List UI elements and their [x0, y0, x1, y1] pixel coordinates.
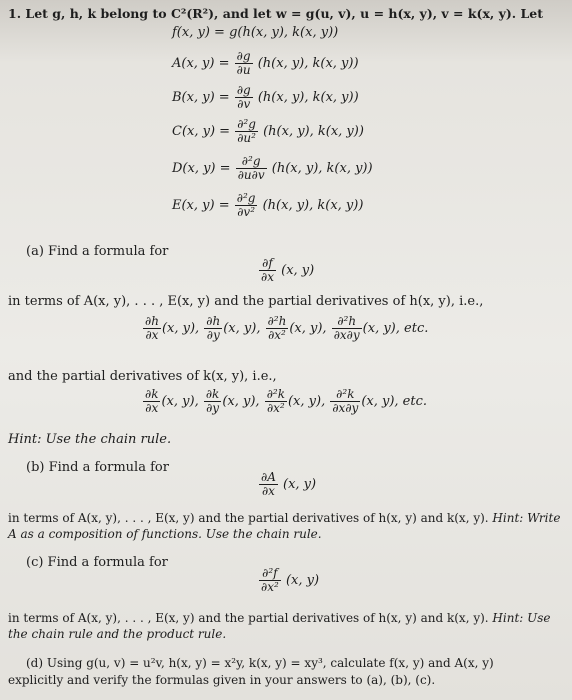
- part-c-target: [258, 567, 319, 594]
- partial-fraction: [235, 50, 253, 77]
- part-c-hint: the chain rule and the product rule.: [8, 627, 227, 641]
- definition-lhs: E(x, y) =: [172, 198, 230, 213]
- definition-rhs: g(h(x, y), k(x, y)): [229, 25, 339, 40]
- partial-fraction: [235, 84, 253, 111]
- k-partials: [142, 388, 427, 415]
- fraction-denominator: ∂x²: [266, 401, 285, 415]
- target-args: (x, y): [281, 263, 315, 278]
- definition-lhs: f(x, y) =: [172, 25, 225, 40]
- h-partial-item: [203, 315, 260, 342]
- h-partial-item: [265, 315, 327, 342]
- part-b-in-terms-text: in terms of A(x, y), . . . , E(x, y) and the partial derivatives of h(x, y) and k(x, y).: [8, 511, 489, 525]
- partial-args: (x, y), etc.: [361, 394, 427, 409]
- fraction-denominator: ∂v²: [237, 205, 255, 219]
- definition-rhs: (h(x, y), k(x, y)): [257, 90, 359, 105]
- partial-fraction: [259, 257, 276, 284]
- fraction-numerator: ∂²g: [235, 118, 258, 132]
- part-b-label: (b) Find a formula for: [26, 460, 169, 475]
- fraction-numerator: ∂²k: [266, 387, 285, 401]
- h-partial-item: [331, 315, 429, 342]
- target-args: (x, y): [283, 477, 317, 492]
- part-b-in-terms: [8, 511, 560, 526]
- fraction-denominator: ∂x∂y: [332, 401, 359, 415]
- k-partial-item: [142, 388, 199, 415]
- fraction-denominator: ∂u∂v: [237, 168, 265, 182]
- fraction-denominator: ∂x: [261, 484, 275, 498]
- part-a-in-terms: in terms of A(x, y), . . . , E(x, y) and the partial derivatives of h(x, y), i.e.,: [8, 294, 484, 309]
- definition-lhs: C(x, y) =: [172, 124, 231, 139]
- k-partial-item: [329, 388, 427, 415]
- definition-b: [172, 84, 359, 111]
- fraction-denominator: ∂y: [206, 328, 220, 342]
- part-d-line-1: (d) Using g(u, v) = u²v, h(x, y) = x²y, k(x, y) = xy³, calculate f(x, y) and A(x, y): [26, 656, 494, 670]
- definition-lhs: B(x, y) =: [172, 90, 230, 105]
- partial-fraction: [259, 471, 278, 498]
- partial-fraction: [259, 567, 281, 594]
- partial-args: (x, y),: [161, 321, 200, 336]
- definition-d: [172, 155, 373, 182]
- partial-fraction: [235, 118, 258, 145]
- part-b-target: [258, 471, 316, 498]
- part-c-in-terms: [8, 611, 551, 626]
- h-partials: [142, 315, 428, 342]
- part-a-hint: Hint: Use the chain rule.: [8, 432, 172, 447]
- partial-fraction: [235, 192, 258, 219]
- fraction-numerator: ∂²k: [330, 388, 360, 402]
- problem-intro: 1. Let g, h, k belong to C²(R²), and let w = g(u, v), u = h(x, y), v = k(x, y). Let: [8, 6, 544, 21]
- fraction-denominator: ∂x: [261, 270, 274, 284]
- fraction-numerator: ∂f: [259, 257, 276, 271]
- part-a-label: (a) Find a formula for: [26, 244, 169, 259]
- definition-rhs: (h(x, y), k(x, y)): [263, 124, 364, 139]
- part-b-hint-start: Hint: Write: [492, 511, 561, 525]
- fraction-numerator: ∂A: [261, 470, 276, 484]
- fraction-numerator: ∂²g: [236, 191, 256, 205]
- partial-args: (x, y),: [222, 394, 260, 409]
- part-c-in-terms-text: in terms of A(x, y), . . . , E(x, y) and the partial derivatives of h(x, y) and k(x, y).: [8, 611, 489, 625]
- fraction-numerator: ∂k: [145, 387, 159, 401]
- k-partial-item: [203, 388, 260, 415]
- k-partial-item: [264, 388, 326, 415]
- fraction-numerator: ∂g: [235, 50, 253, 64]
- definition-rhs: (h(x, y), k(x, y)): [257, 56, 359, 71]
- partial-args: (x, y),: [161, 394, 199, 409]
- fraction-numerator: ∂h: [206, 314, 221, 328]
- partial-args: (x, y),: [289, 321, 327, 336]
- definition-rhs: (h(x, y), k(x, y)): [262, 198, 364, 213]
- definition-lhs: D(x, y) =: [172, 161, 231, 176]
- target-args: (x, y): [285, 573, 320, 588]
- fraction-numerator: ∂²g: [236, 155, 267, 169]
- fraction-denominator: ∂v: [237, 97, 251, 111]
- definition-a: [172, 50, 359, 77]
- fraction-denominator: ∂x: [145, 401, 159, 415]
- part-c-hint-start: Hint: Use: [492, 611, 551, 625]
- definition-e: [172, 192, 363, 219]
- fraction-denominator: ∂x∂y: [333, 328, 360, 342]
- fraction-denominator: ∂x: [145, 328, 159, 342]
- definition-lhs: A(x, y) =: [172, 56, 230, 71]
- partial-fraction: [236, 155, 267, 182]
- fraction-denominator: ∂u: [236, 63, 251, 77]
- fraction-numerator: ∂k: [205, 387, 220, 401]
- part-b-hint: A as a composition of functions. Use the chain rule.: [8, 527, 322, 541]
- fraction-denominator: ∂x²: [268, 328, 286, 342]
- fraction-numerator: ∂²f: [259, 567, 281, 581]
- partial-args: (x, y), etc.: [362, 321, 429, 336]
- h-partial-item: [142, 315, 199, 342]
- definition-rhs: (h(x, y), k(x, y)): [271, 161, 373, 176]
- part-d-line-2: explicitly and verify the formulas given in your answers to (a), (b), (c).: [8, 673, 436, 687]
- part-c-label: (c) Find a formula for: [26, 555, 168, 570]
- fraction-denominator: ∂u²: [237, 131, 256, 145]
- partial-args: (x, y),: [287, 394, 326, 409]
- fraction-numerator: ∂²h: [267, 314, 287, 328]
- part-a-target: [258, 257, 314, 284]
- definition-c: [172, 118, 364, 145]
- fraction-denominator: ∂y: [206, 401, 220, 415]
- partial-args: (x, y),: [223, 321, 261, 336]
- definition-f: [172, 25, 338, 40]
- fraction-numerator: ∂²h: [332, 315, 362, 329]
- fraction-denominator: ∂x²: [261, 580, 279, 594]
- part-a-and-k: and the partial derivatives of k(x, y), i.e.,: [8, 369, 277, 384]
- fraction-numerator: ∂h: [145, 314, 159, 328]
- fraction-numerator: ∂g: [236, 83, 251, 97]
